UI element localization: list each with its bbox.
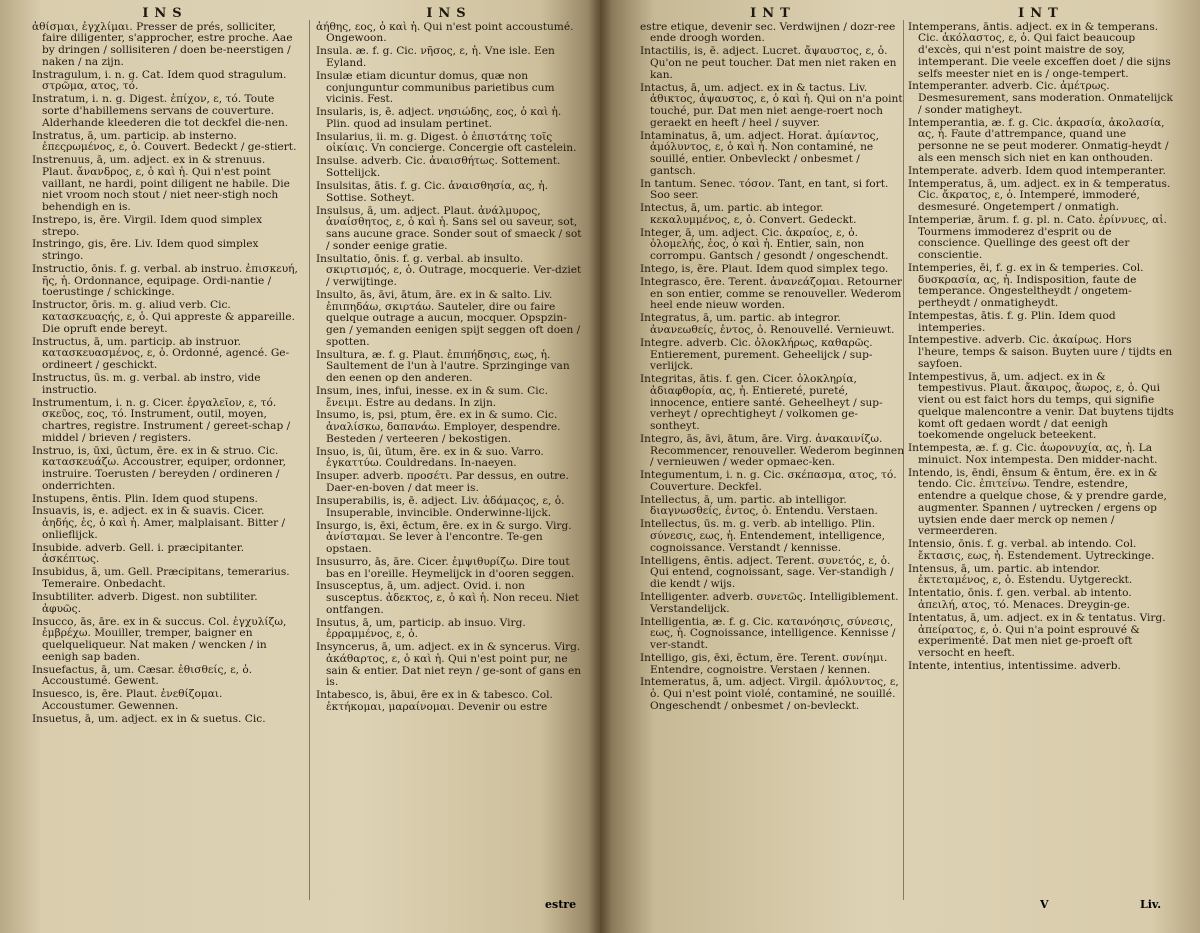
dictionary-entry: Integumentum, i. n. g. Cic. σκέπασμα, ατος, τό. Couverture. Deckfel. — [640, 469, 897, 493]
right-page-column-1 — [640, 8, 906, 714]
dictionary-entry: Insusceptus, ā, um. adject. Ovid. i. non susceptus. ἀδεκτος, ε, ὁ καὶ ἡ. Non receu. Niet ontfangen. — [316, 580, 579, 616]
dictionary-entry: Insusurro, ās, āre. Cicer. ἐμψιθυρίζω. Dire tout bas en l'oreille. Heymelijck in d'ooren seggen. — [316, 555, 575, 580]
dictionary-entry: Intego, is, ēre. Plaut. Idem quod simplex tego. — [640, 263, 889, 276]
dictionary-entry: Instrumentum, i. n. g. Cicer. ἐργαλεῖον, ε, τό. σκεῦος, εος, τό. Instrument, outil, moyen, chartres, registre. Instrument / gereet-schap / middel / brieven / registers. — [32, 396, 291, 444]
dictionary-entry: Intentatus, ā, um. adject. ex in & tentatus. Virg. ἀπείρατος, ε, ὁ. Qui n'a point esprouvé & experimenté. Dat men niet ge-proeft oft versocht en heeft. — [908, 611, 1166, 660]
dictionary-entry: Instringo, gis, ēre. Liv. Idem quod simplex stringo. — [32, 238, 259, 263]
dictionary-entry: Instratum, i. n. g. Digest. ἐπίχον, ε, τό. Toute sorte d'habillemens servans de couverture. Alderhande kleederen die tot deckfel die-nen. — [32, 93, 289, 129]
dictionary-entry: Intensus, ā, um. partic. ab intendor. ἐκτεταμένος, ε, ὁ. Estendu. Uytgereckt. — [908, 562, 1133, 587]
dictionary-entry: Intemperate. adverb. Idem quod intemperanter. — [908, 164, 1166, 177]
dictionary-entry: Intendo, is, ēndi, ēnsum & ēntum, ēre. ex in & tendo. Cic. ἐπιτείνω. Tendre, estendre, entendre a quelque chose, & y prendre garde, augmenter. Spannen / uytrecken / ergens op uytsien ende daer merck op nemen / vermeerderen. — [908, 466, 1167, 538]
dictionary-entry: Integritas, ātis. f. gen. Cicer. ὁλοκληρία, ἀδιαφθορία, ας, ἡ. Entiereté, pureté, innocence, entiere santé. Geheelheyt / sup-verheyt / oprechtigheyt / volkomen ge-sontheyt. — [640, 373, 883, 432]
dictionary-entry: Insyncerus, ā, um. adject. ex in & syncerus. Virg. ἀκάθαρτος, ε, ὁ καὶ ἡ. Qui n'est point pur, ne sain & entier. Dat niet reyn / ge-sont of gans en is. — [316, 641, 582, 689]
dictionary-entry: Insum, ines, infui, inesse. ex in & sum. Cic. ἔνειμι. Estre au dedans. In zijn. — [316, 384, 548, 409]
dictionary-entry: Intemperies, ēi, f. g. ex in & temperies. Col. δυσκρασία, ας, ἡ. Indisposition, faute de temperance. Ongesteltheydt / ongetem-pertheydt / onmatigheydt. — [908, 261, 1144, 309]
dictionary-entry: Intactus, ā, um. adject. ex in & tactus. Liv. ἀθικτος, ἀψαυστος, ε, ὁ καὶ ἡ. Qui on n'a point touché, pur. Dat men niet aenge-roert noch geraekt en heeft / heel / suyver. — [640, 81, 903, 129]
column-divider — [309, 20, 310, 900]
dictionary-entry: Intelligo, gis, ēxi, ēctum, ēre. Terent. συνίημι. Entendre, cognoistre. Verstaen / kennen. — [640, 651, 888, 676]
dictionary-entry: Intempestivus, ā, um. adject. ex in & tempestivus. Plaut. ἄκαιρος, ἄωρος, ε, ὁ. Qui vient ou est faict hors du temps, qui signifie quelque malencontre a venir. Dat buytens tijdts komt oft gedaen wordt / dat eenigh toekomende ongeluck beteekent. — [908, 370, 1174, 442]
dictionary-entry: Intentatio, ōnis. f. gen. verbal. ab intento. ἀπειλή, ατος, τό. Menaces. Dreygin-ge. — [908, 587, 1132, 612]
dictionary-entry: In tantum. Senec. τόσον. Tant, en tant, si fort. Soo seer. — [640, 177, 889, 202]
dictionary-entry: Insuo, is, ūi, ūtum, ēre. ex in & suo. Varro. ἐγκαττύω. Couldredans. In-naeyen. — [316, 445, 544, 470]
catchword: Liv. — [1140, 898, 1162, 911]
dictionary-entry: Intente, intentius, intentissime. adverb. — [908, 659, 1121, 672]
right-page-column-2 — [908, 8, 1174, 674]
dictionary-entry: Instrenuus, ā, um. adject. ex in & strenuus. Plaut. ἄνανδρος, ε, ὁ καὶ ἡ. Qui n'est point vaillant, ne hardi, point diligent ne habile. Die niet vroom noch stout / niet neer-stigh noch behendigh en is. — [32, 154, 290, 213]
dictionary-entry: Intelligens, ēntis. adject. Terent. συνετός, ε, ὁ. Qui entend, cognoissant, sage. Ver-standigh / die kendt / wijs. — [640, 554, 894, 591]
dictionary-entry: Insulsitas, ātis. f. g. Cic. ἀναισθησία, ας, ἡ. Sottise. Sotheyt. — [316, 179, 548, 204]
dictionary-entry: Intemperiæ, ārum. f. g. pl. n. Cato. ἐρίννυες, αἱ. Tourmens immoderez d'esprit ou de conscience. Quellinge des geest oft der conscientie. — [908, 213, 1167, 261]
dictionary-entry: Instructio, ōnis. f. g. verbal. ab instruo. ἐπισκευή, ῆς, ἡ. Ordonnance, equipage. Ordi-nantie / toerustinge / schickinge. — [32, 263, 298, 299]
running-head: INT — [750, 6, 796, 21]
running-head: INS — [142, 6, 188, 21]
book-gutter — [588, 0, 612, 933]
dictionary-entry: Intemperanter. adverb. Cic. ἀμέτρως. Desmesurement, sans moderation. Onmatelijck / sonder matigheyt. — [908, 80, 1173, 116]
dictionary-entry: Intemperans, āntis. adject. ex in & temperans. Cic. ἀκόλαστος, ε, ὁ. Qui faict beaucoup d'excès, qui n'est point maistre de soy, intemperant. Die veele exceffen doet / die sijns selfs meester niet en is / onge-tempert. — [908, 20, 1171, 80]
dictionary-entry: Insurgo, is, ēxi, ēctum, ēre. ex in & surgo. Virg. ἀνίσταμαι. Se lever à l'encontre. Te-gen opstaen. — [316, 519, 572, 555]
left-page-column-2 — [316, 8, 582, 715]
dictionary-entry: estre etique, devenir sec. Verdwijnen / dozr-ree ende droogh worden. — [640, 20, 896, 45]
dictionary-entry: Instructor, ōris. m. g. aliud verb. Cic. κατασκευαςής, ε, ὁ. Qui appreste & appareille. Die opruft ende bereyt. — [32, 299, 295, 335]
dictionary-entry: Insulæ etiam dicuntur domus, quæ non conjunguntur communibus parietibus cum vicinis. Fest. — [316, 69, 555, 106]
dictionary-entry: Instruo, is, ūxi, ūctum, ēre. ex in & struo. Cic. κατασκευάζω. Accoustrer, equiper, ordonner, instruire. Toerusten / bereyden / ordineren / onderrichten. — [32, 444, 286, 492]
dictionary-entry: Integrasco, ēre. Terent. ἀνανεάζομαι. Retourner en son entier, comme se renouveller. Wederom heel ende nieuw worden. — [640, 275, 902, 312]
dictionary-entry: Integre. adverb. Cic. ὁλοκλήρως, καθαρῶς. Entierement, purement. Geheelijck / sup-verlijck. — [640, 336, 873, 373]
dictionary-entry: ἀθίσμαι, ἐγχλίμαι. Presser de prés, solliciter, faire diligenter, s'approcher, estre proche. Aae by dringen / sollisiteren / doen be-neerstigen / naken / na zijn. — [32, 20, 293, 68]
dictionary-entry: Insubidus, ā, um. Gell. Præcipitans, temerarius. Temeraire. Onbedacht. — [32, 566, 290, 591]
dictionary-entry: Intectus, ā, um. partic. ab integor. κεκαλυμμένος, ε, ὁ. Convert. Gedeckt. — [640, 202, 857, 226]
dictionary-entry: Intempesta, æ. f. g. Cic. ἀωρονυχία, ας, ἡ. La minuict. Nox intempesta. Den midder-nacht. — [908, 442, 1158, 466]
signature-mark: V — [1040, 898, 1049, 911]
dictionary-entry: Integro, ās, āvi, ātum, āre. Virg. ἀνακαινίζω. Recommencer, renouveller. Wederom beginnen / vernieuwen / weder opmaec-ken. — [640, 432, 905, 469]
dictionary-entry: Instructus, ūs. m. g. verbal. ab instro, vide instructio. — [32, 371, 261, 396]
dictionary-entry: Insuperabilis, is, ē. adject. Liv. ἀδάμαςος, ε, ὁ. Insuperable, invincible. Onderwinne-lijck. — [316, 494, 565, 519]
dictionary-entry: Intemperantia, æ. f. g. Cic. ἀκρασία, ἀκολασία, ας, ἡ. Faute d'attrempance, quand une personne ne se peut moderer. Onmatig-heydt / als een mensch sich niet en kan onthouden. — [908, 116, 1169, 164]
dictionary-entry: Intemperatus, ā, um. adject. ex in & temperatus. Cic. ἄκρατος, ε, ὁ. Intemperé, immoderé, desmesuré. Ongetempert / onmatigh. — [908, 177, 1171, 213]
dictionary-entry: Insutus, ā, um, particip. ab insuo. Virg. ἐρραμμένος, ε, ὁ. — [316, 616, 526, 641]
running-head: INT — [1018, 6, 1064, 21]
running-head: INS — [426, 6, 472, 21]
dictionary-entry: Insumo, is, psi, ptum, ēre. ex in & sumo. Cic. ἀναλίσκω, δαπανάω. Employer, despendre. Besteden / verteeren / bekostigen. — [316, 409, 561, 445]
dictionary-entry: Insubtiliter. adverb. Digest. non subtiliter. ἀφυῶς. — [32, 590, 258, 615]
dictionary-entry: Instratus, ā, um. particip. ab insterno. ἐπεςρωμένος, ε, ὁ. Couvert. Bedeckt / ge-stiert. — [32, 129, 297, 154]
dictionary-entry: Intempestas, ātis. f. g. Plin. Idem quod intemperies. — [908, 309, 1116, 334]
dictionary-entry: Insultatio, ōnis. f. g. verbal. ab insulto. σκιρτισμός, ε, ὁ. Outrage, mocquerie. Ver-dziet / verwijtinge. — [316, 252, 582, 288]
dictionary-entry: Insucco, ās, āre. ex in & succus. Col. ἐγχυλίζω, ἐμβρέχω. Mouiller, tremper, baigner en quelqueliqueur. Nat maken / wencken / in eenigh sap baden. — [32, 615, 287, 663]
right-page — [600, 0, 1200, 933]
dictionary-entry: Insularis, is, ē. adject. νησιώδης, εος, ὁ καὶ ἡ. Plin. quod ad insulam pertinet. — [316, 106, 562, 130]
dictionary-entry: Intactilis, is, ē. adject. Lucret. ἄψαυστος, ε, ὁ. Qu'on ne peut toucher. Dat men niet raken en kan. — [640, 45, 897, 81]
dictionary-entry: Intelligenter. adverb. συνετῶς. Intelligiblement. Verstandelijck. — [640, 590, 899, 615]
dictionary-entry: Insulto, ās, āvi, ātum, āre. ex in & salto. Liv. ἐπιπηδάω, σκιρτάω. Sauteler, dire ou faire quelque outrage a aucun, mocquer. Opspzin-gen / yemanden eenigen spijt seggen oft doen / spotten. — [316, 288, 581, 348]
dictionary-entry: Intellectus, ūs. m. g. verb. ab intelligo. Plin. σύνεσις, εως, ἡ. Entendement, intelligence, cognoissance. Verstandt / kennisse. — [640, 518, 885, 554]
dictionary-entry: Intabesco, is, ābui, ēre ex in & tabesco. Col. ἐκτήκομαι, μαραίνομαι. Devenir ou estre — [316, 689, 553, 714]
dictionary-entry: Integratus, ā, um. partic. ab integror. ἀνανεωθείς, ἐντος, ὁ. Renouvellé. Vernieuwt. — [640, 312, 895, 336]
dictionary-entry: Insulse. adverb. Cic. ἀναισθήτως. Sottement. Sottelijck. — [316, 155, 561, 180]
dictionary-entry: Insularius, ii. m. g. Digest. ὁ ἐπιστάτης τοῖς οἰκίαις. Vn concierge. Concergie oft castelein. — [316, 130, 577, 155]
catchword: estre — [545, 898, 577, 911]
dictionary-entry: Insuefactus, ā, um. Cæsar. ἐθισθείς, ε, ὁ. Accoustumé. Gewent. — [32, 663, 253, 688]
dictionary-entry: Insubide. adverb. Gell. i. præcipitanter. ἀσκέπτως. — [32, 541, 245, 566]
dictionary-entry: Instragulum, i. n. g. Cat. Idem quod stragulum. στρῶμα, ατος, τό. — [32, 68, 287, 93]
dictionary-entry: Intellectus, ā, um. partic. ab intelligor. διαγνωσθείς, ἐντος, ὁ. Entendu. Verstaen. — [640, 493, 878, 518]
dictionary-entry: Insuesco, is, ēre. Plaut. ἐνεθίζομαι. Accoustumer. Gewennen. — [32, 688, 223, 712]
dictionary-entry: Instructus, ā, um. particip. ab instruor. κατασκευασμένος, ε, ὁ. Ordonné, agencé. Ge-ordineert / geschickt. — [32, 335, 290, 372]
dictionary-entry: Intensio, ōnis. f. g. verbal. ab intendo. Col. ἔκτασις, εως, ἡ. Estendement. Uytreckinge. — [908, 538, 1155, 562]
dictionary-entry: Insula. æ. f. g. Cic. νῆσος, ε, ἡ. Vne isle. Een Eyland. — [316, 45, 555, 69]
left-page-column-1 — [32, 8, 298, 727]
dictionary-entry: Intempestive. adverb. Cic. ἀκαίρως. Hors l'heure, temps & saison. Buyten uure / tijdts en sayfoen. — [908, 334, 1173, 370]
dictionary-entry: Intelligentia, æ. f. g. Cic. κατανόησις, σύνεσις, εως, ἡ. Cognoissance, intelligence. Kennisse / ver-standt. — [640, 615, 896, 651]
dictionary-entry: Instrepo, is, ēre. Virgil. Idem quod simplex strepo. — [32, 213, 263, 238]
dictionary-entry: Insulsus, ā, um. adject. Plaut. ἀνάλμυρος, ἀναίσθητος, ε, ὁ καὶ ἡ. Sans sel ou saveur, sot, sans aucune grace. Sonder sout of smaeck / sot / sonder eenige gratie. — [316, 204, 582, 252]
dictionary-entry: Insultura, æ. f. g. Plaut. ἐπιπήδησις, εως, ἡ. Saultement de l'un à l'autre. Sprzinginge van den eenen op den anderen. — [316, 348, 570, 384]
dictionary-entry: Insuavis, is, e. adject. ex in & suavis. Cicer. ἀηδής, ἐς, ὁ καὶ ἡ. Amer, malplaisant. Bitter / onlieflijck. — [32, 505, 286, 541]
dictionary-entry: Insuper. adverb. προσέτι. Par dessus, en outre. Daer-en-boven / dat meer is. — [316, 470, 569, 495]
dictionary-entry: Intemeratus, ā, um. adject. Virgil. ἀμόλυντος, ε, ὁ. Qui n'est point violé, contaminé, ne souillé. Ongeschendt / onbesmet / on-bevleckt. — [640, 676, 899, 712]
dictionary-entry: Instupens, ēntis. Plin. Idem quod stupens. — [32, 492, 258, 505]
dictionary-entry: ἀήθης, εος, ὁ καὶ ἡ. Qui n'est point accoustumé. Ongewoon. — [316, 20, 574, 45]
dictionary-entry: Insuetus, ā, um. adject. ex in & suetus. Cic. — [32, 712, 266, 725]
dictionary-entry: Integer, ā, um. adject. Cic. ἀκραίος, ε, ὁ. ὁλομελής, ἐος, ὁ καὶ ἡ. Entier, sain, non corrompu. Gantsch / gesondt / ongeschendt. — [640, 226, 889, 263]
dictionary-entry: Intaminatus, ā, um. adject. Horat. ἀμίαντος, ἀμόλυντος, ε, ὁ καὶ ἡ. Non contaminé, ne souillé, entier. Onbevleckt / onbesmet / gantsch. — [640, 129, 879, 177]
